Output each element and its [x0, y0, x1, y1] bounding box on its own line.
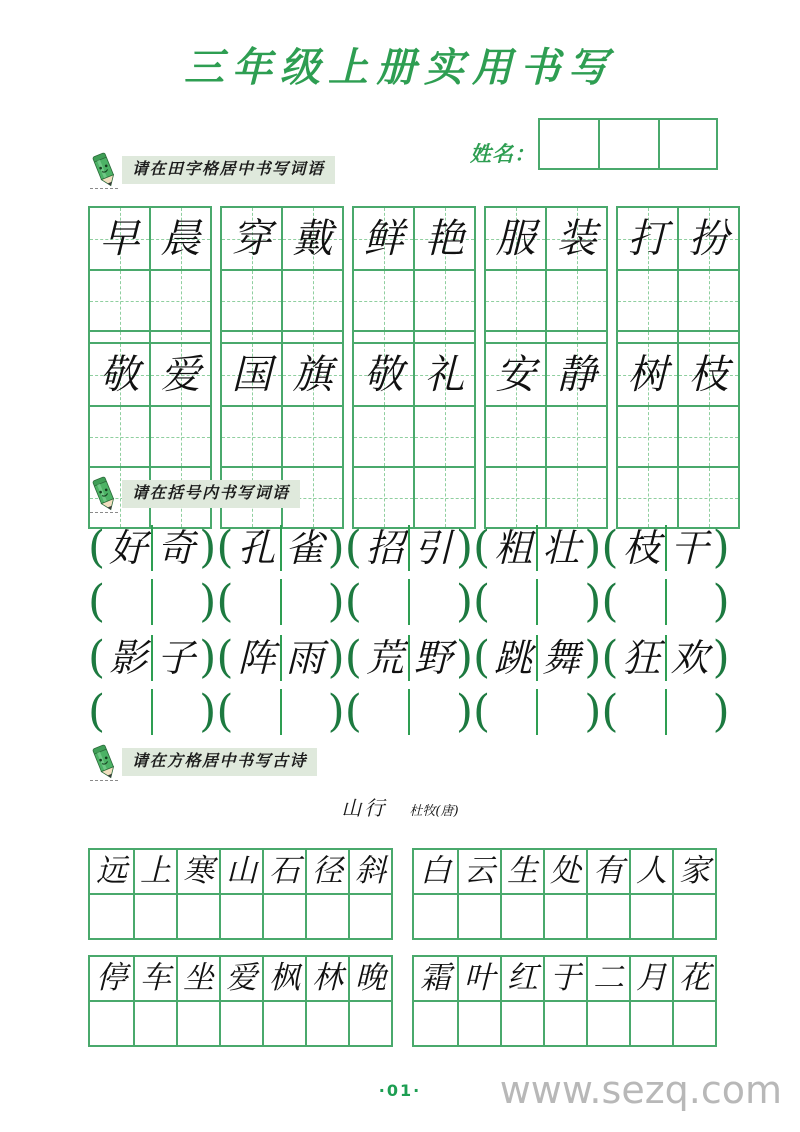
paren-close: )	[327, 522, 345, 573]
poem-cell-blank[interactable]	[672, 1002, 715, 1045]
char: 戴	[292, 215, 333, 262]
poem-cell[interactable]: 上	[133, 850, 176, 893]
char: 礼	[424, 351, 465, 398]
paren-word[interactable]	[216, 522, 344, 574]
char: 扮	[688, 215, 729, 262]
char: 艳	[424, 215, 465, 262]
tianzige-cell-blank[interactable]	[618, 466, 677, 527]
poem-cell[interactable]: 红	[500, 957, 543, 1000]
char-column	[545, 344, 606, 527]
poem-cell[interactable]: 霜	[420, 960, 451, 996]
char: 跳	[494, 636, 533, 680]
paren-word[interactable]	[601, 632, 729, 684]
char-column	[354, 344, 413, 527]
paren-slot	[234, 525, 328, 571]
paren-open: (	[473, 686, 491, 737]
paren-slot	[490, 635, 584, 681]
paren-row-filled	[88, 522, 730, 574]
char: 孔	[237, 526, 276, 570]
paren-open: (	[88, 686, 106, 737]
paren-divider	[665, 689, 667, 735]
tianzige-cell-blank[interactable]	[415, 405, 474, 466]
poem-cell[interactable]: 月	[629, 957, 672, 1000]
char: 枝	[622, 526, 661, 570]
name-box[interactable]	[538, 118, 598, 170]
tianzige-cell[interactable]	[151, 208, 210, 269]
paren-row-filled	[88, 632, 730, 684]
poem-cell[interactable]: 云	[457, 850, 500, 893]
poem-cell[interactable]: 枫	[262, 957, 305, 1000]
paren-open: (	[88, 576, 106, 627]
paren-open: (	[216, 522, 234, 573]
poem-cell-blank[interactable]	[305, 1002, 348, 1045]
paren-close: )	[199, 576, 217, 627]
poem-cell[interactable]: 坐	[176, 957, 219, 1000]
paren-slot	[619, 579, 713, 625]
paren-word[interactable]	[473, 632, 601, 684]
tianzige-cell-blank[interactable]	[679, 466, 738, 527]
poem-cell-blank[interactable]	[305, 895, 348, 938]
poem-cell-blank[interactable]	[500, 895, 543, 938]
poem-grid-row	[88, 955, 717, 1047]
char: 壮	[542, 526, 581, 570]
paren-slot	[362, 525, 456, 571]
tianzige-cell-blank[interactable]	[354, 269, 413, 330]
section-instruction: 请在括号内书写词语	[122, 480, 300, 507]
paren-word-blank[interactable]	[88, 686, 216, 738]
char: 树	[627, 351, 668, 398]
poem-cell[interactable]: 生	[500, 850, 543, 893]
paren-word-blank[interactable]	[216, 686, 344, 738]
poem-cell[interactable]: 白	[420, 853, 451, 889]
paren-close: )	[199, 686, 217, 737]
paren-open: (	[473, 632, 491, 683]
tianzige-cell-blank[interactable]	[547, 269, 606, 330]
name-field	[470, 118, 718, 170]
poem-cell-blank[interactable]	[672, 895, 715, 938]
char: 狂	[622, 636, 661, 680]
poem-cell-blank[interactable]	[457, 895, 500, 938]
tianzige-cell-blank[interactable]	[415, 269, 474, 330]
paren-close: )	[712, 632, 730, 683]
tianzige-cell-blank[interactable]	[151, 405, 210, 466]
paren-close: )	[327, 686, 345, 737]
word-grid[interactable]	[616, 342, 740, 529]
char-column	[486, 344, 545, 527]
tianzige-cell[interactable]	[486, 208, 545, 269]
poem-cell-blank[interactable]	[133, 1002, 176, 1045]
paren-slot	[619, 635, 713, 681]
tianzige-cell[interactable]	[618, 208, 677, 269]
paren-close: )	[455, 632, 474, 683]
char: 敬	[99, 351, 140, 398]
paren-close: )	[199, 522, 217, 573]
char: 奇	[157, 526, 196, 570]
paren-slot	[234, 635, 328, 681]
paren-open: (	[601, 522, 619, 573]
paren-close: )	[584, 686, 602, 737]
paren-slot	[362, 689, 456, 735]
paren-open: (	[88, 522, 106, 573]
poem-line-grid[interactable]	[412, 848, 717, 940]
char: 欢	[670, 636, 709, 680]
poem-cell-blank[interactable]	[348, 895, 391, 938]
char: 打	[627, 215, 668, 262]
poem-cell-blank[interactable]	[176, 895, 219, 938]
paren-open: (	[216, 686, 234, 737]
paren-open: (	[344, 632, 362, 683]
poem-cell[interactable]: 晚	[348, 957, 391, 1000]
tianzige-cell[interactable]	[222, 208, 281, 269]
paren-open: (	[344, 576, 362, 627]
char: 好	[109, 526, 148, 570]
section-instruction: 请在方格居中书写古诗	[122, 748, 317, 775]
paren-slot	[362, 579, 456, 625]
paren-close: )	[584, 576, 602, 627]
char: 安	[495, 351, 536, 398]
poem-cell-blank[interactable]	[543, 1002, 586, 1045]
paren-close: )	[327, 576, 345, 627]
paren-slot	[105, 689, 199, 735]
tianzige-cell[interactable]	[679, 344, 738, 405]
paren-word[interactable]	[345, 632, 473, 684]
poem-cell-blank[interactable]	[90, 1002, 133, 1045]
char: 旗	[292, 351, 333, 398]
paren-word-blank[interactable]	[345, 686, 473, 738]
poem-cell[interactable]: 寒	[176, 850, 219, 893]
paren-close: )	[584, 522, 602, 573]
paren-slot	[490, 525, 584, 571]
poem-grid-row	[88, 848, 717, 940]
char: 敬	[363, 351, 404, 398]
char-column	[413, 344, 474, 527]
tianzige-cell-blank[interactable]	[283, 269, 342, 330]
poem-cell[interactable]: 山	[219, 850, 262, 893]
paren-open: (	[601, 576, 619, 627]
char: 引	[413, 526, 452, 570]
paren-close: )	[584, 632, 602, 683]
paren-open: (	[344, 522, 362, 573]
name-label: 姓名：	[470, 142, 536, 166]
name-boxes	[538, 118, 718, 170]
paren-slot	[619, 525, 713, 571]
char-column	[677, 344, 738, 527]
poem-cell[interactable]: 有	[586, 850, 629, 893]
pencil-icon	[88, 474, 120, 514]
paren-word-blank[interactable]	[473, 686, 601, 738]
paren-word[interactable]	[345, 522, 473, 574]
paren-close: )	[327, 632, 345, 683]
poem-title-line	[0, 792, 800, 821]
poem-line-filled	[90, 850, 391, 893]
paren-word[interactable]	[601, 522, 729, 574]
paren-close: )	[455, 522, 474, 573]
char: 晨	[160, 215, 201, 262]
word-grid[interactable]	[352, 342, 476, 529]
paren-row-blank	[88, 686, 730, 738]
paren-slot	[619, 689, 713, 735]
paren-slot	[105, 525, 199, 571]
tianzige-cell-blank[interactable]	[354, 405, 413, 466]
tianzige-cell[interactable]	[547, 208, 606, 269]
poem-cell-blank[interactable]	[629, 1002, 672, 1045]
watermark: www.sezq.com	[499, 1068, 782, 1112]
paren-divider	[151, 579, 153, 625]
paren-word[interactable]	[88, 632, 216, 684]
poem-line-grid[interactable]	[412, 955, 717, 1047]
name-box[interactable]	[658, 118, 718, 170]
char: 舞	[542, 636, 581, 680]
paren-close: )	[712, 576, 730, 627]
poem-cell[interactable]: 于	[543, 957, 586, 1000]
tianzige-cell[interactable]	[283, 344, 342, 405]
char: 服	[495, 215, 536, 262]
paren-slot	[490, 579, 584, 625]
poem-cell-blank[interactable]	[133, 895, 176, 938]
char: 阵	[237, 636, 276, 680]
char: 早	[99, 215, 140, 262]
paren-row-blank	[88, 576, 730, 628]
paren-word-blank[interactable]	[473, 576, 601, 628]
paren-word[interactable]	[216, 632, 344, 684]
tianzige-cell-blank[interactable]	[354, 466, 413, 527]
word-grid[interactable]	[484, 342, 608, 529]
char: 招	[365, 526, 404, 570]
poem-line-filled	[90, 957, 391, 1000]
char: 穿	[231, 215, 272, 262]
paren-close: )	[199, 632, 217, 683]
char: 干	[670, 526, 709, 570]
paren-divider	[536, 689, 538, 735]
paren-word-blank[interactable]	[345, 576, 473, 628]
paren-slot	[105, 635, 199, 681]
paren-close: )	[455, 686, 474, 737]
poem-cell-blank[interactable]	[586, 1002, 629, 1045]
poem-cell[interactable]: 花	[672, 957, 715, 1000]
char: 荒	[365, 636, 404, 680]
char: 静	[556, 351, 597, 398]
char: 国	[231, 351, 272, 398]
poem-line-filled	[414, 957, 715, 1000]
paren-divider	[280, 689, 282, 735]
char: 野	[413, 636, 452, 680]
char: 雀	[285, 526, 324, 570]
paren-word-blank[interactable]	[601, 576, 729, 628]
tianzige-cell-blank[interactable]	[486, 405, 545, 466]
paren-open: (	[601, 632, 619, 683]
poem-cell-blank[interactable]	[414, 895, 457, 938]
poem-cell[interactable]: 石	[262, 850, 305, 893]
char: 爱	[160, 351, 201, 398]
poem-cell-blank[interactable]	[219, 895, 262, 938]
char: 粗	[494, 526, 533, 570]
tianzige-cell-blank[interactable]	[222, 405, 281, 466]
tianzige-cell[interactable]	[151, 344, 210, 405]
poem-cell[interactable]: 车	[133, 957, 176, 1000]
page-title: 三年级上册实用书写	[184, 45, 616, 91]
char: 子	[157, 636, 196, 680]
section-instruction: 请在田字格居中书写词语	[122, 156, 335, 183]
paren-word-blank[interactable]	[88, 576, 216, 628]
section-header-2	[88, 476, 300, 512]
char-column	[618, 344, 677, 527]
poem-cell-blank[interactable]	[500, 1002, 543, 1045]
tianzige-cell-blank[interactable]	[486, 269, 545, 330]
paren-open: (	[216, 576, 234, 627]
tianzige-cell-blank[interactable]	[679, 405, 738, 466]
poem-cell-blank[interactable]	[90, 895, 133, 938]
tianzige-cell-blank[interactable]	[547, 405, 606, 466]
poem-line-blank	[414, 1000, 715, 1045]
paren-open: (	[216, 632, 234, 683]
tianzige-cell-blank[interactable]	[151, 269, 210, 330]
tianzige-cell-blank[interactable]	[283, 405, 342, 466]
paren-open: (	[344, 686, 362, 737]
paren-slot	[490, 689, 584, 735]
pencil-icon	[88, 742, 120, 782]
poem-cell-blank[interactable]	[543, 895, 586, 938]
poem-title: 山行	[341, 796, 388, 820]
poem-cell[interactable]: 停	[96, 960, 127, 996]
poem-cell-blank[interactable]	[176, 1002, 219, 1045]
tianzige-cell[interactable]	[486, 344, 545, 405]
tianzige-cell-blank[interactable]	[90, 405, 149, 466]
char: 影	[109, 636, 148, 680]
paren-slot	[234, 689, 328, 735]
poem-line-filled	[414, 850, 715, 893]
paren-close: )	[712, 522, 730, 573]
tianzige-cell[interactable]	[354, 344, 413, 405]
tianzige-cell[interactable]	[90, 208, 149, 269]
page-number: ·01·	[378, 1081, 422, 1100]
tianzige-cell[interactable]	[354, 208, 413, 269]
paren-divider	[408, 689, 410, 735]
paren-word[interactable]	[473, 522, 601, 574]
poem-cell-blank[interactable]	[262, 1002, 305, 1045]
tianzige-cell[interactable]	[618, 344, 677, 405]
poem-cell-blank[interactable]	[457, 1002, 500, 1045]
name-box[interactable]	[598, 118, 658, 170]
char: 装	[556, 215, 597, 262]
poem-cell-blank[interactable]	[348, 1002, 391, 1045]
paren-close: )	[712, 686, 730, 737]
char: 雨	[285, 636, 324, 680]
paren-close: )	[455, 576, 474, 627]
poem-line-grid[interactable]	[88, 955, 393, 1047]
poem-cell[interactable]: 林	[305, 957, 348, 1000]
poem-cell[interactable]: 二	[586, 957, 629, 1000]
paren-divider	[408, 579, 410, 625]
poem-cell-blank[interactable]	[262, 895, 305, 938]
tianzige-cell-blank[interactable]	[222, 269, 281, 330]
tianzige-cell-blank[interactable]	[486, 466, 545, 527]
poem-cell[interactable]: 远	[96, 853, 127, 889]
poem-line-grid[interactable]	[88, 848, 393, 940]
tianzige-cell[interactable]	[222, 344, 281, 405]
poem-cell-blank[interactable]	[586, 895, 629, 938]
tianzige-cell[interactable]	[547, 344, 606, 405]
poem-author: 杜牧(唐)	[409, 804, 459, 819]
poem-cell-blank[interactable]	[414, 1002, 457, 1045]
tianzige-cell-blank[interactable]	[679, 269, 738, 330]
poem-line-blank	[414, 893, 715, 938]
tianzige-cell-blank[interactable]	[618, 405, 677, 466]
poem-cell-blank[interactable]	[219, 1002, 262, 1045]
char: 鲜	[363, 215, 404, 262]
paren-slot	[362, 635, 456, 681]
tianzige-cell[interactable]	[90, 344, 149, 405]
paren-divider	[151, 689, 153, 735]
paren-open: (	[473, 576, 491, 627]
poem-line-blank	[90, 893, 391, 938]
poem-cell[interactable]: 人	[629, 850, 672, 893]
tianzige-cell[interactable]	[415, 208, 474, 269]
section-header-1	[88, 152, 335, 188]
paren-slot	[234, 579, 328, 625]
char: 枝	[688, 351, 729, 398]
section-header-3	[88, 744, 317, 780]
paren-open: (	[601, 686, 619, 737]
poem-cell[interactable]: 叶	[457, 957, 500, 1000]
paren-word-blank[interactable]	[216, 576, 344, 628]
paren-divider	[536, 579, 538, 625]
poem-cell[interactable]: 径	[305, 850, 348, 893]
paren-word[interactable]	[88, 522, 216, 574]
poem-cell[interactable]: 家	[672, 850, 715, 893]
tianzige-cell-blank[interactable]	[415, 466, 474, 527]
paren-open: (	[88, 632, 106, 683]
paren-divider	[665, 579, 667, 625]
poem-cell[interactable]: 处	[543, 850, 586, 893]
paren-open: (	[473, 522, 491, 573]
paren-divider	[280, 579, 282, 625]
paren-slot	[105, 579, 199, 625]
pencil-icon	[88, 150, 120, 190]
tianzige-cell-blank[interactable]	[547, 466, 606, 527]
poem-cell-blank[interactable]	[629, 895, 672, 938]
tianzige-cell-blank[interactable]	[90, 269, 149, 330]
paren-word-blank[interactable]	[601, 686, 729, 738]
poem-cell[interactable]: 爱	[219, 957, 262, 1000]
tianzige-cell[interactable]	[283, 208, 342, 269]
poem-line-blank	[90, 1000, 391, 1045]
tianzige-cell-blank[interactable]	[618, 269, 677, 330]
tianzige-cell[interactable]	[679, 208, 738, 269]
poem-cell[interactable]: 斜	[348, 850, 391, 893]
tianzige-cell[interactable]	[415, 344, 474, 405]
